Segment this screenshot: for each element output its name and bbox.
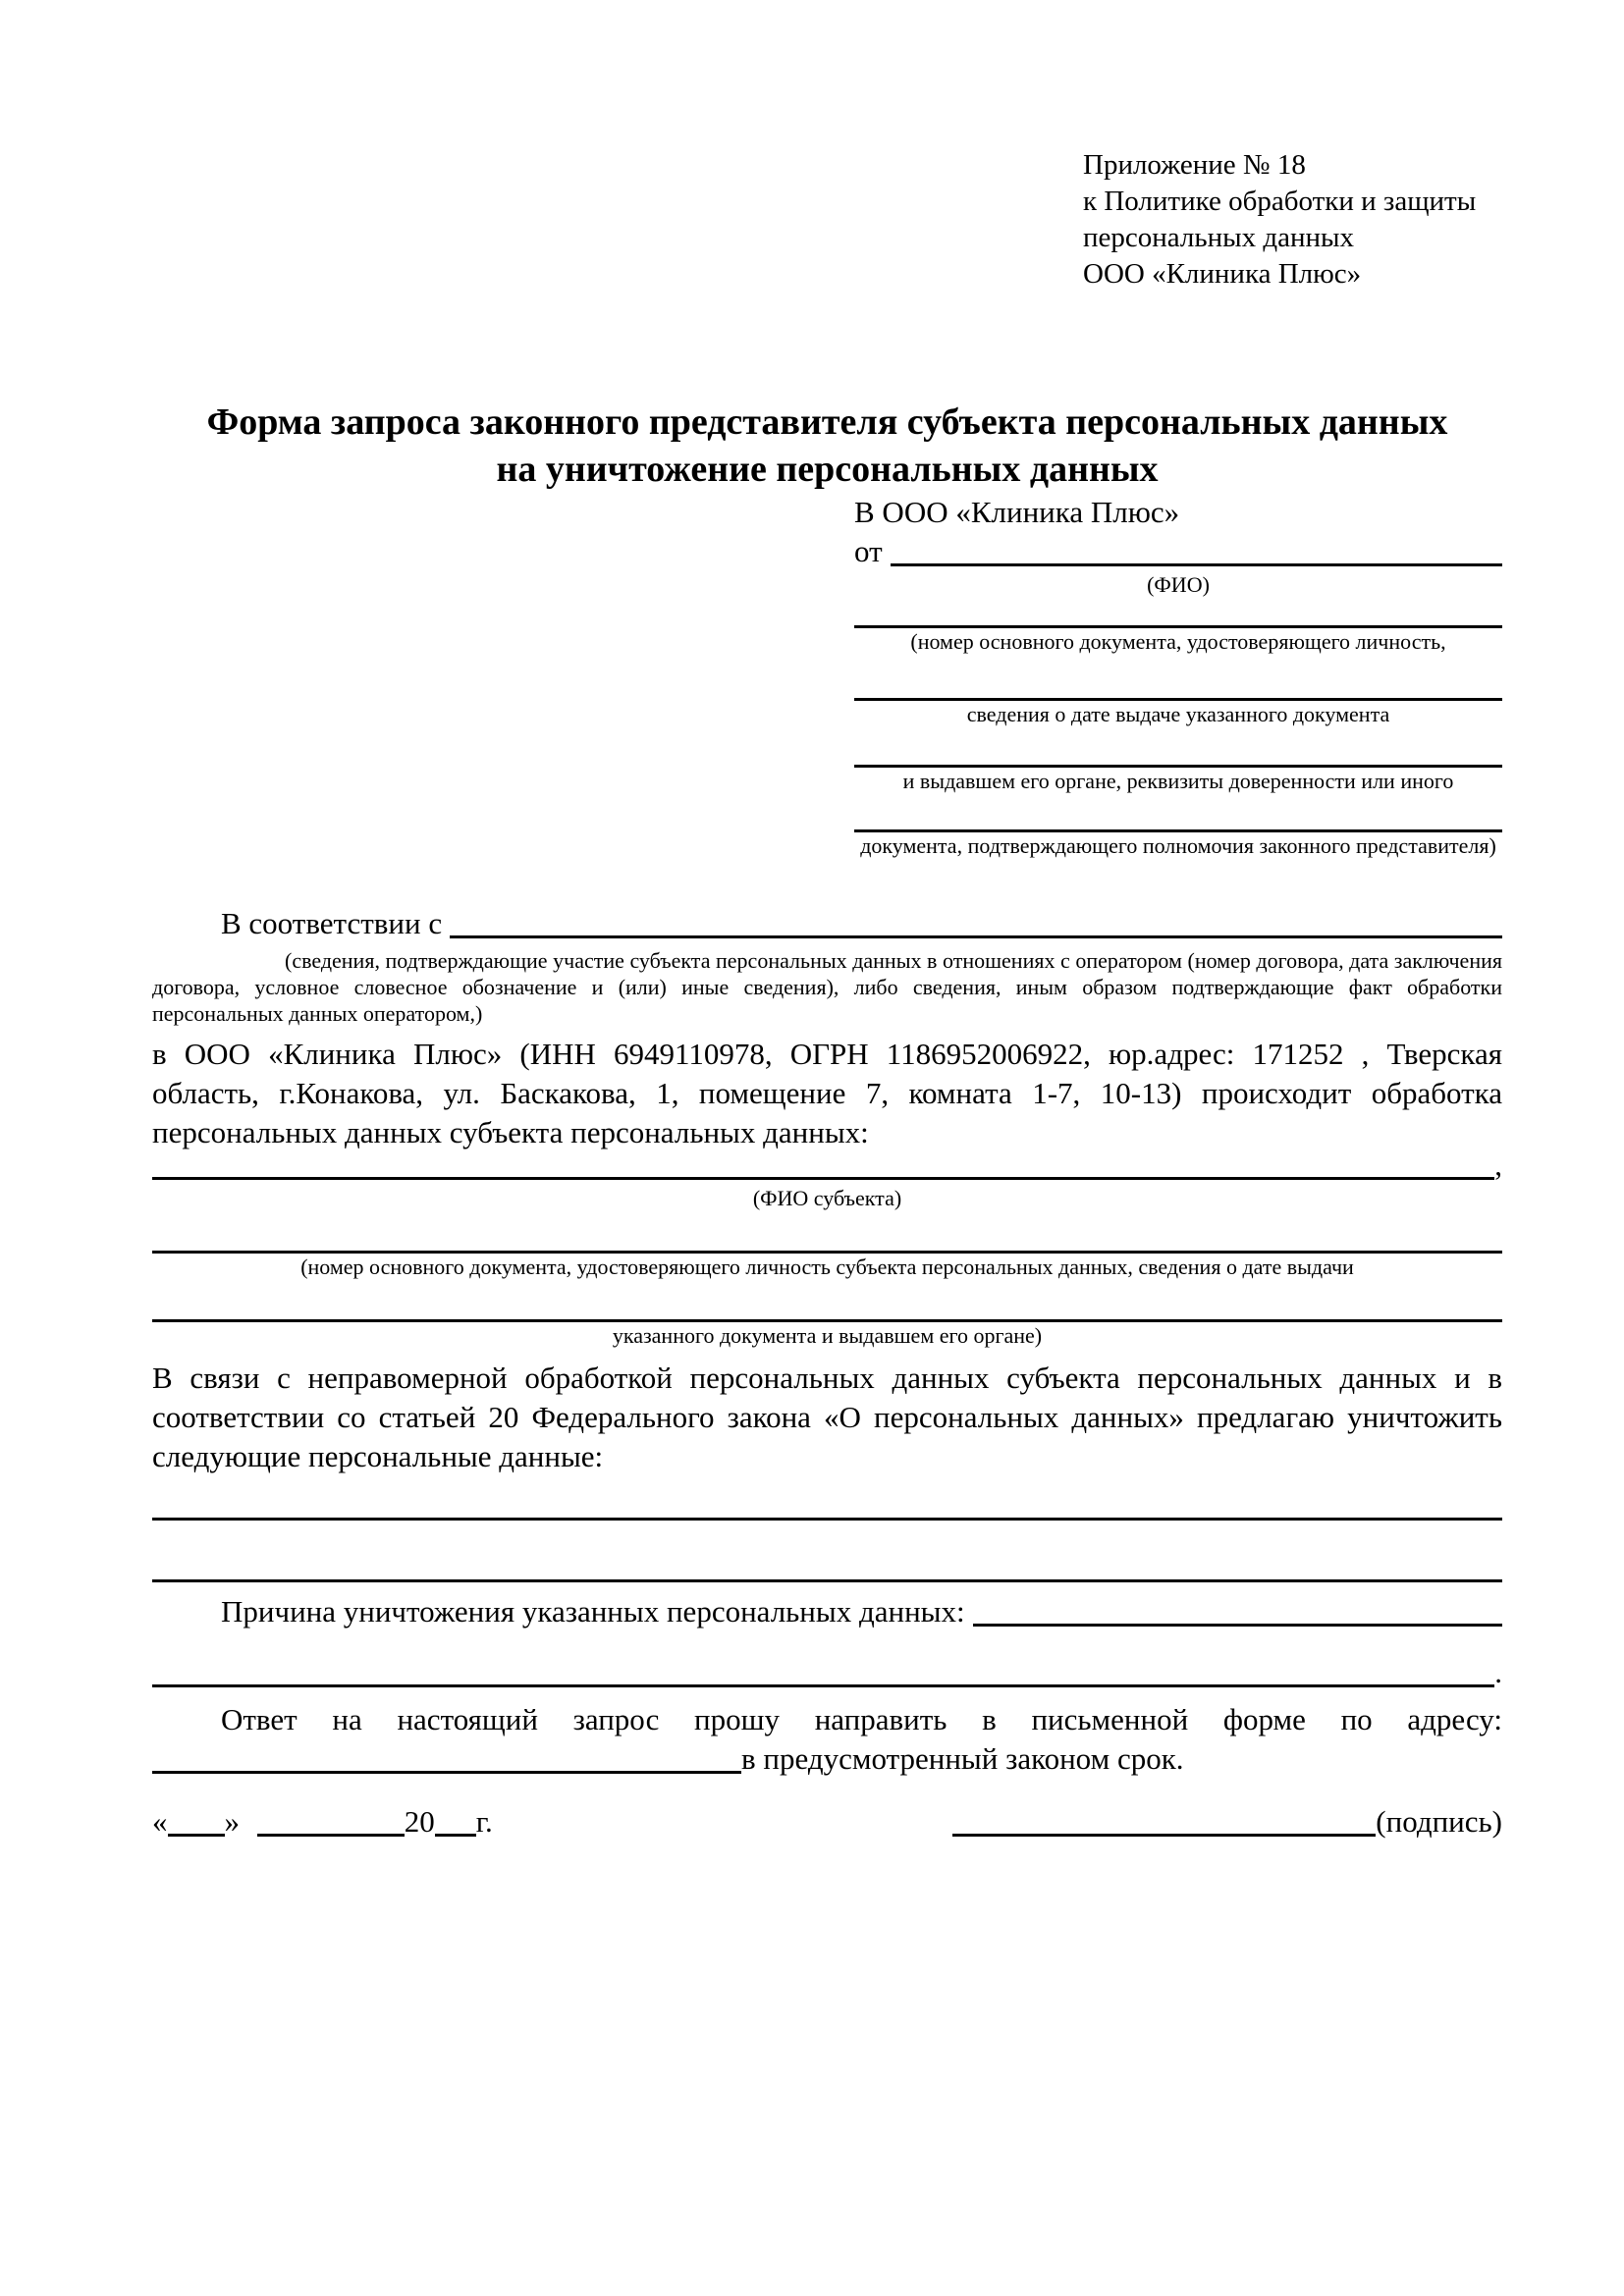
according-row <box>152 904 1502 943</box>
fine-print-note: (сведения, подтверждающие участие субъекта персональных данных в отношениях с оператором (номер договора, дата заключения договора, условное словесное обозначение и (или) иные сведения), либо сведения, иным образом подтверждающие факт обработки персональных данных оператором,) <box>152 948 1502 1026</box>
blank-year <box>435 1806 476 1837</box>
caption-doc-issue-date: сведения о дате выдаче указанного документа <box>966 702 1390 726</box>
blank-line-representative-fio <box>891 563 1502 566</box>
operator-paragraph: в ООО «Клиника Плюс» (ИНН 6949110978, ОГРН 1186952006922, юр.адрес: 171252 , Тверская область, г.Конакова, ул. Баскакова, 1, помещение 7, комната 1-7, 10-13) происходит обработка персональных данных субъекта персональных данных: <box>152 1037 1502 1149</box>
trailing-comma: , <box>1494 1148 1502 1182</box>
blank-day <box>168 1806 225 1837</box>
signature-caption: (подпись) <box>1376 1804 1502 1839</box>
blank-line-data-2 <box>152 1521 1502 1582</box>
trailing-period: . <box>1494 1655 1502 1689</box>
date-field <box>152 1802 493 1842</box>
year-suffix: г. <box>475 1804 493 1839</box>
reason-label: Причина уничтожения указанных персональных данных: <box>221 1594 965 1629</box>
subject-fio-row <box>152 1148 1502 1185</box>
blank-line-subject-doc <box>152 1217 1502 1254</box>
blank-line-doc-number <box>854 598 1502 628</box>
blank-line-authority-doc <box>854 794 1502 832</box>
form-title-line2: на уничтожение персональных данных <box>496 449 1159 490</box>
blank-line-reason-2 <box>152 1684 1494 1687</box>
blank-line-according <box>450 935 1502 938</box>
date-signature-row <box>152 1802 1502 1842</box>
caption-doc-number: (номер основного документа, удостоверяющего личность, <box>910 629 1446 654</box>
letterhead-line: ООО «Клиника Плюс» <box>1083 258 1362 290</box>
reply-address-row <box>152 1739 1502 1779</box>
quote-open: « <box>152 1804 168 1839</box>
reply-paragraph: Ответ на настоящий запрос прошу направить в письменной форме по адресу: <box>221 1702 1502 1736</box>
year-prefix: 20 <box>404 1804 435 1839</box>
blank-line-subject-doc-issuer <box>152 1292 1502 1322</box>
caption-subject-doc-2: указанного документа и выдавшем его органе) <box>612 1323 1043 1348</box>
according-label: В соответствии с <box>221 906 443 940</box>
blank-line-data-1 <box>152 1476 1502 1521</box>
blank-line-doc-issue-date <box>854 655 1502 701</box>
reason-continuation-row <box>152 1631 1502 1692</box>
addressee-from-row <box>854 532 1502 571</box>
from-label: от <box>854 534 883 568</box>
letterhead-line: к Политике обработки и защиты <box>1083 186 1477 217</box>
blank-month <box>257 1806 405 1837</box>
caption-fio: (ФИО) <box>1147 572 1210 597</box>
reason-row <box>152 1592 1502 1631</box>
letterhead <box>1083 147 1502 293</box>
blank-line-signature <box>952 1834 1376 1837</box>
blank-line-reason <box>973 1624 1502 1627</box>
signature-field <box>952 1802 1502 1842</box>
blank-line-reply-address <box>152 1743 741 1774</box>
caption-authority-doc: документа, подтверждающего полномочия законного представителя) <box>860 833 1496 858</box>
addressee-to: В ООО «Клиника Плюс» <box>854 495 1180 529</box>
blank-line-doc-issuer <box>854 727 1502 768</box>
quote-close: » <box>224 1804 240 1839</box>
reply-tail: в предусмотренный законом срок. <box>741 1741 1184 1776</box>
form-title-line1: Форма запроса законного представителя субъекта персональных данных <box>206 401 1448 443</box>
addressee-block <box>854 493 1502 859</box>
caption-doc-issuer: и выдавшем его органе, реквизиты доверенности или иного <box>902 769 1454 793</box>
blank-line-subject-fio <box>152 1177 1494 1180</box>
caption-subject-doc-1: (номер основного документа, удостоверяющего личность субъекта персональных данных, сведения о дате выдачи <box>300 1255 1354 1279</box>
request-paragraph: В связи с неправомерной обработкой персональных данных субъекта персональных данных и в соответствии со статьей 20 Федерального закона «О персональных данных» предлагаю уничтожить следующие персональные данные: <box>152 1361 1502 1473</box>
caption-subject-fio: (ФИО субъекта) <box>752 1186 902 1210</box>
form-title <box>152 399 1502 493</box>
letterhead-line: Приложение № 18 <box>1083 149 1306 181</box>
letterhead-line: персональных данных <box>1083 222 1355 253</box>
